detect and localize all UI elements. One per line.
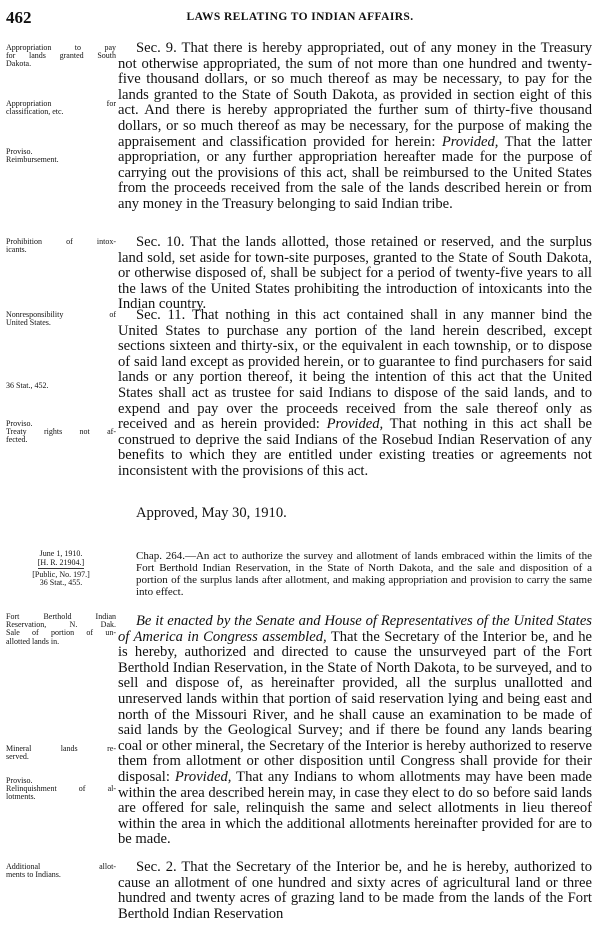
margin-note-m3 — [6, 148, 116, 164]
chapter-dates — [6, 550, 116, 588]
sec11-proviso: Provided, — [326, 416, 384, 433]
sec1-text: That the Secretary of the Interior be, and he is hereby, authorized and directed to cause the unsurveyed part of the Fort Berthold Indian Reservation, in the State of North Dakota, to be surveyed, and to sell and dispose of, as hereinafter provided, all the surplus unallotted and unreserved lands within that portion of said reservation lying and being east and north of the Missouri River, and he shall cause an examination to be made of said lands by the Geological Survey; and if there be found any lands bearing coal or other mineral, the Secretary of the Interior is hereby authorized to reserve them from allotment or other disposition until Congress shall provide for their disposal: — [118, 628, 592, 785]
margin-note-line: United States. — [6, 318, 51, 328]
margin-note-m8 — [6, 613, 116, 646]
margin-note-m9 — [6, 745, 116, 761]
section-1 — [118, 614, 592, 848]
running-title: LAWS RELATING TO INDIAN AFFAIRS. — [186, 11, 414, 23]
section-10 — [118, 235, 592, 313]
section-9 — [118, 41, 592, 213]
margin-note-line: Nonresponsibility of — [6, 310, 116, 319]
margin-note-line: allotted lands in. — [6, 636, 60, 646]
margin-note-line: Fort Berthold Indian — [6, 612, 116, 621]
margin-note-line: for lands granted South — [6, 51, 116, 61]
margin-note-m10 — [6, 777, 116, 802]
approved-line: Approved, May 30, 1910. — [136, 505, 287, 521]
date-line-1: June 1, 1910. — [39, 549, 83, 558]
margin-note-line: Reservation, N. Dak. — [6, 620, 116, 630]
sec2-text: Sec. 2. That the Secretary of the Interior be, and he is hereby, authorized to cause an allotment of one hundred and sixty acres of agricultural land or three hundred and twenty acres of grazing land to be made from the lands of the Fort Berthold Indian Reservation — [118, 859, 592, 922]
margin-note-line: icants. — [6, 245, 27, 255]
margin-note-line: Appropriation to pay — [6, 43, 116, 52]
sec11-tail: That nothing in this act shall be construed to deprive the said Indians of the Rosebud Indian Reservation of any benefits to which they are entitled under existing treaties or agreements not inconsistent with the provisions of this act. — [118, 416, 593, 479]
margin-note-m4 — [6, 238, 116, 254]
margin-note-line: ments to Indians. — [6, 870, 61, 880]
sec10-text: Sec. 10. That the lands allotted, those retained or reserved, and the surplus land sold, set aside for town-site purposes, granted to the State of South Dakota, or otherwise disposed of, shall be subject for a period of twenty-five years to all the laws of the United States prohibiting the introduction of intoxicants into the Indian country. — [118, 234, 592, 313]
margin-note-line: served. — [6, 752, 29, 762]
margin-note-m1 — [6, 44, 116, 69]
section-11 — [118, 308, 592, 480]
margin-note-line: Proviso. — [6, 419, 33, 428]
margin-note-line: Proviso. — [6, 147, 33, 156]
sec1-tail: That any Indians to whom allotments may have been made within the area described herein may, in case they elect to do so before said lands are offered for sale, relinquish the same and select allotments in lieu thereof within the area in which the additional allotments hereinafter provided for are to be made. — [118, 768, 593, 848]
date-line-3: [Public, No. 197.] — [32, 569, 90, 579]
margin-note-line: Dakota. — [6, 59, 32, 69]
margin-note-line: lotments. — [6, 792, 36, 802]
sec9-text: Sec. 9. That there is hereby appropriated, out of any money in the Treasury not otherwise appropriated, the sum of not more than one hundred and twenty-five thousand dollars, or so much thereof as may be necessary, to pay for the lands granted to the State of South Dakota, as provided in section eight of this act. And there is hereby appropriated the further sum of thirty-five thousand dollars, or so much thereof as may be necessary, for the purpose of making the appraisement and classification provided for herein: — [118, 40, 592, 150]
date-line-2: [H. R. 21904.] — [37, 557, 85, 567]
margin-note-m7 — [6, 420, 116, 445]
margin-note-m11 — [6, 863, 116, 879]
margin-note-m2 — [6, 100, 116, 116]
margin-note-line: Mineral lands re- — [6, 744, 116, 753]
margin-note-line: 36 Stat., 452. — [6, 381, 49, 390]
chapter-title — [118, 550, 592, 598]
margin-note-line: classification, etc. — [6, 107, 64, 117]
margin-note-m6 — [6, 382, 116, 390]
date-line-4: 36 Stat., 455. — [39, 578, 83, 588]
margin-note-m5 — [6, 311, 116, 327]
page-number: 462 — [6, 8, 32, 27]
margin-note-line: Proviso. — [6, 776, 33, 785]
margin-note-line: Relinquishment of al- — [6, 784, 116, 794]
margin-note-line: Reimbursement. — [6, 155, 59, 165]
enacting-clause: Be it enacted by the Senate and House of Representatives of the United States of America in Congress assembled, — [118, 613, 592, 645]
section-2 — [118, 860, 592, 922]
margin-note-line: Treaty rights not af- — [6, 427, 116, 437]
margin-note-line: Prohibition of intox- — [6, 237, 116, 246]
sec9-tail: That the latter appropriation, or any further appropriation hereafter made for the purpose of carrying out the provisions of this act, shall be reimbursed to the United States from the proceeds received from the sale of the lands described herein or from any money in the Treasury belonging to said Indian tribe. — [118, 133, 592, 212]
page-header — [6, 8, 594, 28]
margin-note-line: Appropriation for — [6, 99, 116, 108]
sec9-proviso: Provided, — [441, 133, 499, 150]
margin-note-line: Sale of portion of un- — [6, 628, 116, 638]
sec1-proviso: Provided, — [174, 768, 232, 785]
margin-note-line: fected. — [6, 435, 28, 445]
chapter-title-text: Chap. 264.—An act to authorize the survey and allotment of lands embraced within the limits of the Fort Berthold Indian Reservation, in the State of North Dakota, and the sale and disposition of a portion of the surplus lands after allotment, and making appropriation and provision to carry the same into effect. — [136, 550, 592, 598]
margin-note-line: Additional allot- — [6, 862, 116, 871]
sec11-text: Sec. 11. That nothing in this act contained shall in any manner bind the United States to purchase any portion of the land herein described, except sections sixteen and thirty-six, or the equivalent in each township, or to dispose of said land except as provided herein, or to guarantee to find purchasers for said lands or any portion thereof, it being the intention of this act that the United States shall act as trustee for said Indians to dispose of the said lands, and to expend and pay over the proceeds received from the sale thereof only as received and as herein provided: — [118, 307, 592, 433]
